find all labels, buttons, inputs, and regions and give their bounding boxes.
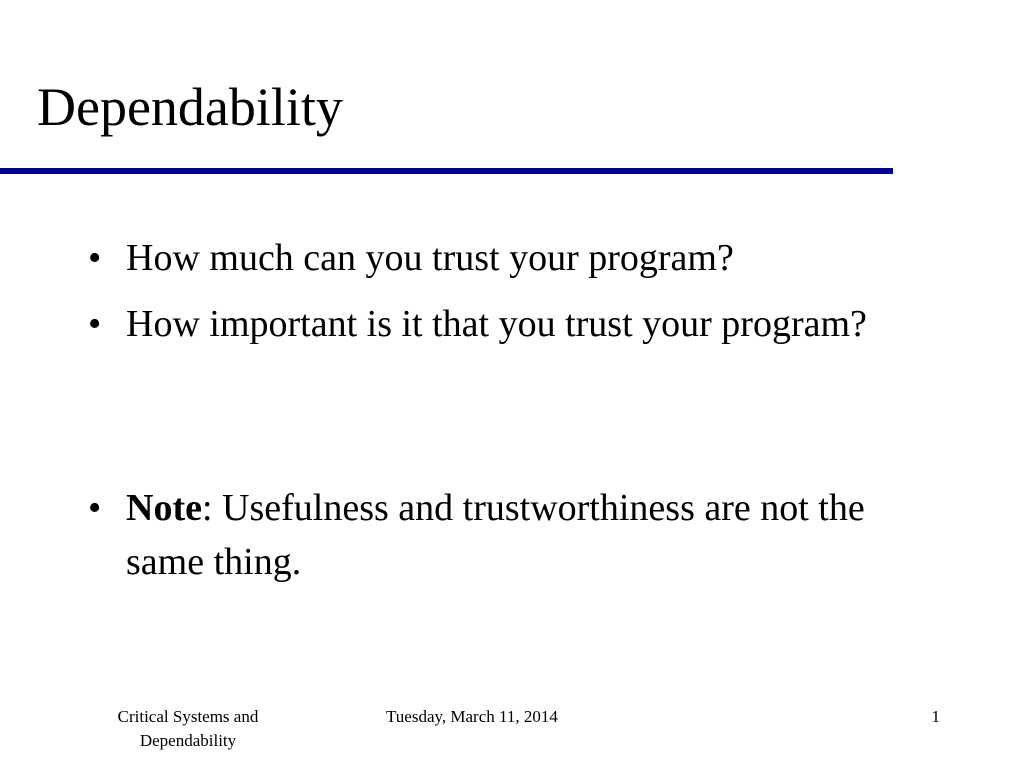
bullet-item	[88, 231, 916, 285]
bullet-text: : Usefulness and trustworthiness are not the same thing.	[126, 487, 865, 583]
slide-number: 1	[931, 707, 940, 726]
bullet-item	[88, 297, 916, 351]
bullet-marker: •	[88, 237, 102, 279]
footer-date: Tuesday, March 11, 2014	[386, 707, 558, 726]
slide-title: Dependability	[37, 77, 343, 137]
title-underline	[0, 168, 893, 174]
bullet-marker: •	[88, 303, 102, 345]
bullet-text: How much can you trust your program?	[126, 237, 734, 279]
bullet-marker: •	[88, 487, 102, 529]
bullet-text: How important is it that you trust your program?	[126, 303, 867, 345]
bullet-item	[88, 481, 916, 589]
footer-course-title: Critical Systems and Dependability	[117, 707, 259, 750]
note-label: Note	[126, 487, 202, 529]
